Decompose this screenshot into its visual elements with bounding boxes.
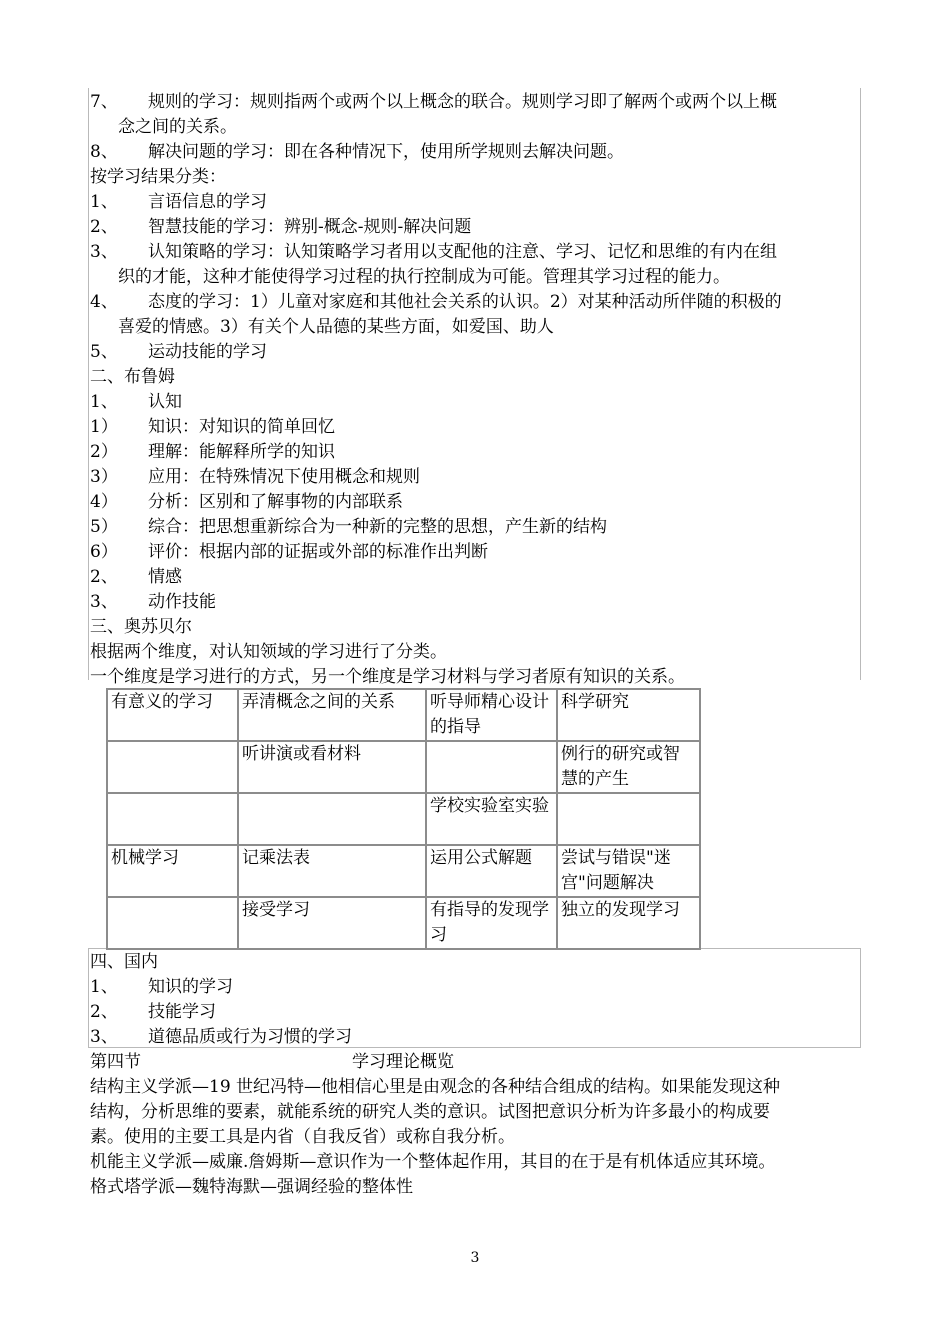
paragraph-line: 格式塔学派—魏特海默—强调经验的整体性 xyxy=(90,1177,413,1197)
line-text: 动作技能 xyxy=(148,592,216,612)
text-line xyxy=(90,615,192,640)
list-number: 2） xyxy=(90,442,118,462)
text-line xyxy=(90,415,335,440)
text-line xyxy=(90,490,403,515)
line-text: 规则的学习：规则指两个或两个以上概念的联合。规则学习即了解两个或两个以上概 xyxy=(148,92,777,112)
table-row xyxy=(107,845,700,897)
text-line xyxy=(90,165,226,190)
text-line xyxy=(90,90,777,115)
line-text: 按学习结果分类： xyxy=(90,167,226,187)
table-cell xyxy=(107,897,238,949)
list-number: 3、 xyxy=(90,592,118,612)
line-text: 织的才能，这种才能使得学习过程的执行控制成为可能。管理其学习过程的能力。 xyxy=(118,267,730,287)
table-cell: 听导师精心设计的指导 xyxy=(426,689,557,741)
table-cell xyxy=(426,741,557,793)
text-line xyxy=(118,115,237,140)
line-text: 情感 xyxy=(148,567,182,587)
table-cell: 尝试与错误"迷宫"问题解决 xyxy=(557,845,700,897)
line-text: 认知 xyxy=(148,392,182,412)
line-text: 一个维度是学习进行的方式，另一个维度是学习材料与学习者原有知识的关系。 xyxy=(90,667,685,687)
list-number: 1、 xyxy=(90,192,118,212)
paragraph-line: 机能主义学派—威廉.詹姆斯—意识作为一个整体起作用，其目的在于是有机体适应其环境。 xyxy=(90,1152,776,1172)
line-text: 综合：把思想重新综合为一种新的完整的思想，产生新的结构 xyxy=(148,517,607,537)
text-line xyxy=(90,465,420,490)
table-cell xyxy=(238,793,426,845)
text-line xyxy=(90,140,624,165)
table-cell: 有意义的学习 xyxy=(107,689,238,741)
table-row xyxy=(107,689,700,741)
text-line xyxy=(90,215,471,240)
section-title: 学习理论概览 xyxy=(352,1052,454,1072)
table-cell xyxy=(107,741,238,793)
list-number: 4） xyxy=(90,492,118,512)
text-line xyxy=(90,240,777,265)
line-text: 知识：对知识的简单回忆 xyxy=(148,417,335,437)
text-line xyxy=(90,1025,352,1050)
line-text: 评价：根据内部的证据或外部的标准作出判断 xyxy=(148,542,488,562)
table-cell: 独立的发现学习 xyxy=(557,897,700,949)
list-number: 3、 xyxy=(90,1027,118,1047)
line-text: 念之间的关系。 xyxy=(118,117,237,137)
text-line xyxy=(90,440,335,465)
paragraph-line: 结构，分析思维的要素，就能系统的研究人类的意识。试图把意识分析为许多最小的构成要 xyxy=(90,1102,770,1122)
line-text: 喜爱的情感。3）有关个人品德的某些方面，如爱国、助人 xyxy=(118,317,554,337)
section-heading xyxy=(90,1050,454,1075)
line-text: 二、布鲁姆 xyxy=(90,367,175,387)
line-text: 认知策略的学习：认知策略学习者用以支配他的注意、学习、记忆和思维的有内在组 xyxy=(148,242,777,262)
table-cell: 接受学习 xyxy=(238,897,426,949)
table-cell: 例行的研究或智慧的产生 xyxy=(557,741,700,793)
text-line xyxy=(90,640,447,665)
table-row xyxy=(107,897,700,949)
list-number: 7、 xyxy=(90,92,118,112)
list-number: 2、 xyxy=(90,567,118,587)
text-line xyxy=(118,315,554,340)
line-text: 理解：能解释所学的知识 xyxy=(148,442,335,462)
line-text: 知识的学习 xyxy=(148,977,233,997)
list-number: 2、 xyxy=(90,217,118,237)
table-cell: 机械学习 xyxy=(107,845,238,897)
line-text: 态度的学习：1）儿童对家庭和其他社会关系的认识。2）对某种活动所伴随的积极的 xyxy=(148,292,782,312)
table-cell: 弄清概念之间的关系 xyxy=(238,689,426,741)
list-number: 2、 xyxy=(90,1002,118,1022)
line-text: 四、国内 xyxy=(90,952,158,972)
text-line xyxy=(90,365,175,390)
table-cell: 学校实验室实验 xyxy=(426,793,557,845)
list-number: 6） xyxy=(90,542,118,562)
table-row xyxy=(107,793,700,845)
text-line xyxy=(90,975,233,1000)
line-text: 三、奥苏贝尔 xyxy=(90,617,192,637)
paragraph-line: 结构主义学派—19 世纪冯特—他相信心里是由观念的各种结合组成的结构。如果能发现这种 xyxy=(90,1077,781,1097)
list-number: 3、 xyxy=(90,242,118,262)
page-number: 3 xyxy=(470,1250,480,1266)
section-number: 第四节 xyxy=(90,1052,141,1072)
list-number: 3） xyxy=(90,467,118,487)
text-line xyxy=(90,950,158,975)
text-line xyxy=(90,290,782,315)
line-text: 言语信息的学习 xyxy=(148,192,267,212)
learning-classification-table xyxy=(106,688,701,950)
text-line xyxy=(90,540,488,565)
text-line xyxy=(90,590,216,615)
text-line xyxy=(90,340,267,365)
text-line xyxy=(90,665,685,690)
line-text: 智慧技能的学习：辨别-概念-规则-解决问题 xyxy=(148,217,472,237)
list-number: 5） xyxy=(90,517,118,537)
text-line xyxy=(90,515,607,540)
line-text: 技能学习 xyxy=(148,1002,216,1022)
text-line xyxy=(118,265,730,290)
table-cell: 有指导的发现学习 xyxy=(426,897,557,949)
list-number: 4、 xyxy=(90,292,118,312)
table-cell: 运用公式解题 xyxy=(426,845,557,897)
text-line xyxy=(90,390,182,415)
list-number: 8、 xyxy=(90,142,118,162)
table-cell xyxy=(557,793,700,845)
table-cell xyxy=(107,793,238,845)
table-cell: 记乘法表 xyxy=(238,845,426,897)
list-number: 5、 xyxy=(90,342,118,362)
table-cell: 科学研究 xyxy=(557,689,700,741)
table-cell: 听讲演或看材料 xyxy=(238,741,426,793)
table-row xyxy=(107,741,700,793)
line-text: 分析：区别和了解事物的内部联系 xyxy=(148,492,403,512)
text-line xyxy=(90,565,182,590)
list-number: 1、 xyxy=(90,392,118,412)
line-text: 根据两个维度，对认知领域的学习进行了分类。 xyxy=(90,642,447,662)
text-line xyxy=(90,190,267,215)
text-line xyxy=(90,1000,216,1025)
paragraph-line: 素。使用的主要工具是内省（自我反省）或称自我分析。 xyxy=(90,1127,515,1147)
line-text: 道德品质或行为习惯的学习 xyxy=(148,1027,352,1047)
list-number: 1） xyxy=(90,417,118,437)
line-text: 解决问题的学习：即在各种情况下，使用所学规则去解决问题。 xyxy=(148,142,624,162)
list-number: 1、 xyxy=(90,977,118,997)
line-text: 运动技能的学习 xyxy=(148,342,267,362)
line-text: 应用：在特殊情况下使用概念和规则 xyxy=(148,467,420,487)
